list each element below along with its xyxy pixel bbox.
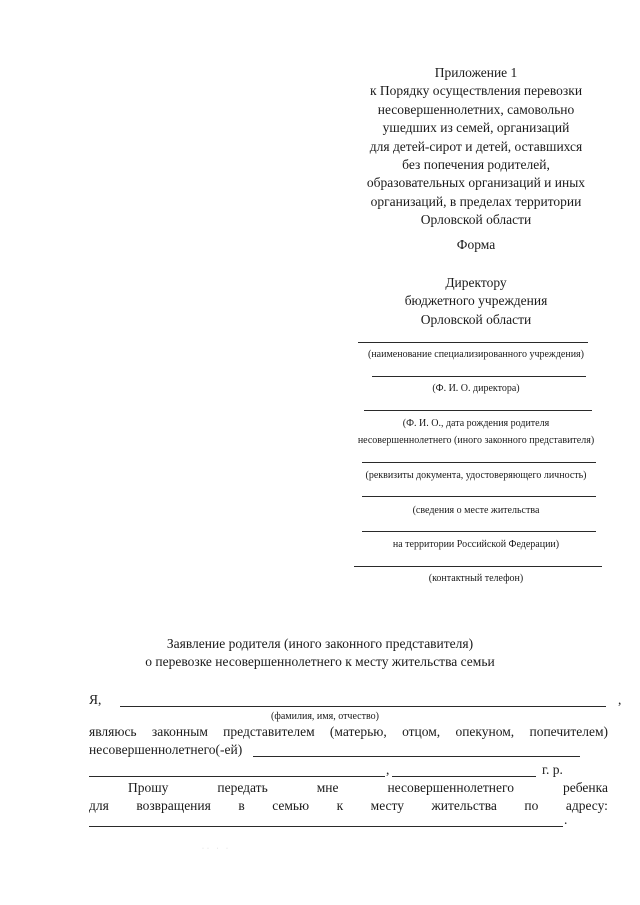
appendix-header xyxy=(338,64,614,230)
residence-caption-2: на территории Российской Федерации) xyxy=(392,539,560,550)
word: в xyxy=(238,798,245,813)
addressee-line: Орловской области xyxy=(420,311,532,327)
word: по xyxy=(524,798,539,813)
fio-field-line[interactable] xyxy=(120,706,606,707)
word: месту xyxy=(370,798,404,813)
parent-caption-1: (Ф. И. О., дата рождения родителя xyxy=(402,418,550,429)
representative-line xyxy=(89,724,608,740)
phone-field-line[interactable] xyxy=(354,566,602,567)
appendix-line: Приложение 1 xyxy=(434,65,518,80)
word: законным xyxy=(151,724,208,739)
birth-year-field-line[interactable] xyxy=(392,776,536,777)
appendix-line: для детей-сирот и детей, оставшихся xyxy=(369,138,583,154)
word: передать xyxy=(217,780,268,795)
scan-artifact: ·· · · xyxy=(202,846,231,852)
appendix-line: к Порядку осуществления перевозки xyxy=(369,83,583,99)
director-caption: (Ф. И. О. директора) xyxy=(432,383,520,394)
minor-prefix: несовершеннолетнего(-ей) xyxy=(89,742,243,757)
word: несовершеннолетнего xyxy=(387,780,514,795)
residence-field-line[interactable] xyxy=(362,496,596,497)
word: мне xyxy=(316,780,339,795)
parent-field-line[interactable] xyxy=(364,410,592,411)
word: ребенка xyxy=(562,780,608,795)
return-line xyxy=(89,798,608,814)
word: семью xyxy=(272,798,310,813)
word: попечителем) xyxy=(529,724,608,739)
parent-caption-2: несовершеннолетнего (иного законного представителя) xyxy=(357,435,595,446)
appendix-line: Орловской области xyxy=(420,212,532,228)
director-field-line[interactable] xyxy=(372,376,586,377)
address-period: . xyxy=(564,812,568,827)
word: опекуном, xyxy=(455,724,515,739)
minor-extra-field-line[interactable] xyxy=(89,776,385,777)
id-document-caption: (реквизиты документа, удостоверяющего личность) xyxy=(365,470,587,481)
word: представителем xyxy=(223,724,315,739)
addressee-line: бюджетного учреждения xyxy=(404,293,548,309)
word: к xyxy=(336,798,344,813)
address-field-line[interactable] xyxy=(89,826,563,827)
institution-caption: (наименование специализированного учреждения) xyxy=(368,349,584,360)
birth-year-suffix: г. р. xyxy=(542,762,563,777)
word: являюсь xyxy=(89,724,137,739)
birth-comma: , xyxy=(386,762,390,777)
id-document-field-line[interactable] xyxy=(362,462,596,463)
word: для xyxy=(89,798,109,813)
addressee-line: Директору xyxy=(445,275,507,290)
request-line xyxy=(128,780,608,796)
word: возвращения xyxy=(136,798,211,813)
addressee-block xyxy=(338,274,614,329)
fio-caption: (фамилия, имя, отчество) xyxy=(271,711,379,722)
appendix-line: без попечения родителей, xyxy=(402,157,550,173)
appendix-line: организаций, в пределах территории xyxy=(370,193,582,209)
statement-title-2: о перевозке несовершеннолетнего к месту жительства семьи xyxy=(145,654,495,669)
word: адресу: xyxy=(565,798,608,813)
word: (матерью, xyxy=(329,724,387,739)
fio-comma: , xyxy=(618,692,622,707)
minor-name-field-line[interactable] xyxy=(253,756,580,757)
statement-title-1: Заявление родителя (иного законного представителя) xyxy=(166,636,474,651)
appendix-line: несовершеннолетних, самовольно xyxy=(377,101,575,117)
residence-field-line-2[interactable] xyxy=(362,531,596,532)
ya-label: Я, xyxy=(89,692,102,707)
form-label: Форма xyxy=(456,237,496,252)
word: жительства xyxy=(431,798,497,813)
word: отцом, xyxy=(402,724,441,739)
appendix-line: образовательных организаций и иных xyxy=(366,175,586,191)
phone-caption: (контактный телефон) xyxy=(428,573,524,584)
appendix-line: ушедших из семей, организаций xyxy=(382,120,570,136)
institution-field-line[interactable] xyxy=(358,342,588,343)
word: Прошу xyxy=(128,780,169,795)
residence-caption-1: (сведения о месте жительства xyxy=(412,505,540,516)
